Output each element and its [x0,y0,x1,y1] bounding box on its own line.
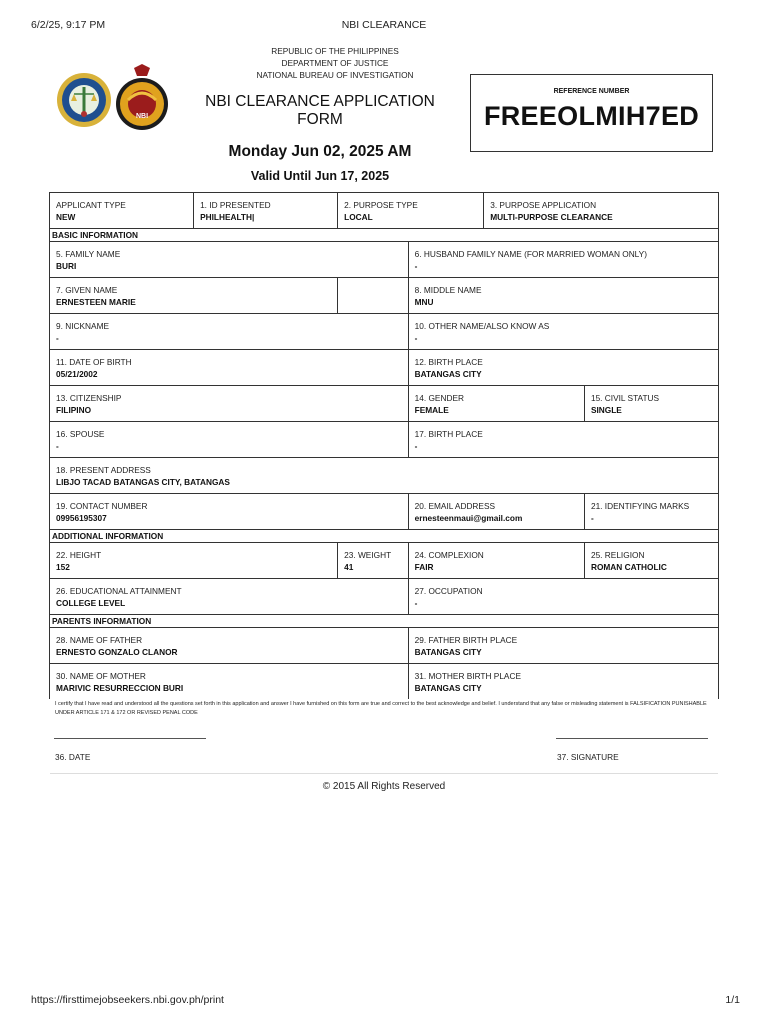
signature-label: 37. SIGNATURE [557,752,619,762]
husband-family-name-cell: 6. HUSBAND FAMILY NAME (FOR MARRIED WOMAN ONLY) - [408,242,718,278]
nickname-value: - [56,332,59,343]
religion-value: ROMAN CATHOLIC [590,561,667,572]
blank-cell [338,278,409,314]
father-name-value: ERNESTO GONZALO CLANOR [56,646,178,657]
given-name-value: ERNESTEEN MARIE [56,296,136,307]
height-cell: 22. HEIGHT 152 [50,543,338,579]
doj-seal-logo [56,70,112,130]
occupation-cell: 27. OCCUPATION - [408,579,718,615]
svg-text:NBI: NBI [135,113,149,120]
reference-box [470,74,713,152]
purpose-application-cell: 3. PURPOSE APPLICATION MULTI-PURPOSE CLEARANCE [484,193,719,229]
civil-status-value: SINGLE [590,404,622,415]
nbi-seal-logo [114,64,170,134]
father-birth-place-cell: 29. FATHER BIRTH PLACE BATANGAS CITY [408,628,718,664]
complexion-cell: 24. COMPLEXION FAIR [408,543,584,579]
present-address-cell: 18. PRESENT ADDRESS LIBJO TACAD BATANGAS CITY, BATANGAS [50,458,719,494]
date-of-birth-cell: 11. DATE OF BIRTH 05/21/2002 [50,350,409,386]
print-url: https://firsttimejobseekers.nbi.gov.ph/print [31,994,224,1006]
middle-name-value: MNU [414,296,434,307]
purpose-type-cell: 2. PURPOSE TYPE LOCAL [338,193,484,229]
occupation-value: - [414,597,418,608]
spouse-birth-place-value: - [414,440,418,451]
agency-line-2: DEPARTMENT OF JUSTICE [281,58,389,68]
certification-text: I certify that I have read and understood all the questions set forth in this application and answer I have furnished on this form are true and correct to the best acknowledge and belief. I understand that any false or misleading statement is FALSIFICATION PUNISHABLE UNDER ARTICLE 171 & 172 OR REVISED PENAL CODE [55,701,707,716]
citizenship-cell: 13. CITIZENSHIP FILIPINO [50,386,409,422]
date-of-birth-value: 05/21/2002 [56,368,98,379]
spouse-birth-place-cell: 17. BIRTH PLACE - [408,422,718,458]
citizenship-value: FILIPINO [56,404,92,415]
spouse-value: - [56,440,59,451]
id-presented-value: PHILHEALTH| [200,211,255,222]
clearance-form [49,192,719,699]
spouse-cell: 16. SPOUSE - [50,422,409,458]
reference-number: FREEOLMIH7ED [483,101,700,131]
form-title-line-2: FORM [297,111,343,128]
family-name-value: BURI [56,260,77,271]
husband-family-name-value: - [414,260,418,271]
agency-line-1: REPUBLIC OF THE PHILIPPINES [271,46,399,56]
purpose-application-value: MULTI-PURPOSE CLEARANCE [490,211,613,222]
print-page-number: 1/1 [725,994,740,1006]
application-date: Monday Jun 02, 2025 AM [228,143,412,160]
section-additional-information: ADDITIONAL INFORMATION [50,530,719,543]
family-name-cell: 5. FAMILY NAME BURI [50,242,409,278]
weight-value: 41 [344,561,354,572]
mother-birth-place-cell: 31. MOTHER BIRTH PLACE BATANGAS CITY [408,664,718,700]
father-name-cell: 28. NAME OF FATHER ERNESTO GONZALO CLANOR [50,628,409,664]
signature-line [556,738,708,739]
mother-birth-place-value: BATANGAS CITY [414,682,482,693]
gender-value: FEMALE [414,404,449,415]
email-address-cell: 20. EMAIL ADDRESS ernesteenmaui@gmail.com [408,494,584,530]
applicant-type-value: NEW [56,211,76,222]
birth-place-value: BATANGAS CITY [414,368,482,379]
contact-number-cell: 19. CONTACT NUMBER 09956195307 [50,494,409,530]
date-label: 36. DATE [55,752,91,762]
educational-attainment-value: COLLEGE LEVEL [56,597,126,608]
print-page-title: NBI CLEARANCE [341,19,427,31]
gender-cell: 14. GENDER FEMALE [408,386,584,422]
identifying-marks-value: - [590,512,594,523]
valid-until: Valid Until Jun 17, 2025 [250,169,390,183]
father-birth-place-value: BATANGAS CITY [414,646,482,657]
agency-line-3: NATIONAL BUREAU OF INVESTIGATION [256,70,414,80]
birth-place-cell: 12. BIRTH PLACE BATANGAS CITY [408,350,718,386]
mother-name-cell: 30. NAME OF MOTHER MARIVIC RESURRECCION BURI [50,664,409,700]
form-title-line-1: NBI CLEARANCE APPLICATION [205,93,435,110]
mother-name-value: MARIVIC RESURRECCION BURI [56,682,184,693]
section-parents-information: PARENTS INFORMATION [50,615,719,628]
contact-number-value: 09956195307 [56,512,107,523]
height-value: 152 [56,561,70,572]
email-address-value: ernesteenmaui@gmail.com [414,512,523,523]
section-basic-information: BASIC INFORMATION [50,229,719,242]
present-address-value: LIBJO TACAD BATANGAS CITY, BATANGAS [56,476,230,487]
date-line [54,738,206,739]
weight-cell: 23. WEIGHT 41 [338,543,409,579]
applicant-type-cell: APPLICANT TYPE NEW [50,193,194,229]
other-name-cell: 10. OTHER NAME/ALSO KNOW AS - [408,314,718,350]
copyright-footer: © 2015 All Rights Reserved [322,781,446,792]
footer-divider [50,773,718,774]
print-datetime: 6/2/25, 9:17 PM [31,19,106,31]
nickname-cell: 9. NICKNAME - [50,314,409,350]
given-name-cell: 7. GIVEN NAME ERNESTEEN MARIE [50,278,338,314]
middle-name-cell: 8. MIDDLE NAME MNU [408,278,718,314]
purpose-type-value: LOCAL [344,211,373,222]
complexion-value: FAIR [414,561,434,572]
civil-status-cell: 15. CIVIL STATUS SINGLE [584,386,718,422]
educational-attainment-cell: 26. EDUCATIONAL ATTAINMENT COLLEGE LEVEL [50,579,409,615]
religion-cell: 25. RELIGION ROMAN CATHOLIC [584,543,718,579]
identifying-marks-cell: 21. IDENTIFYING MARKS - [584,494,718,530]
reference-label: REFERENCE NUMBER [553,88,630,95]
other-name-value: - [414,332,418,343]
id-presented-cell: 1. ID PRESENTED PHILHEALTH| [194,193,338,229]
